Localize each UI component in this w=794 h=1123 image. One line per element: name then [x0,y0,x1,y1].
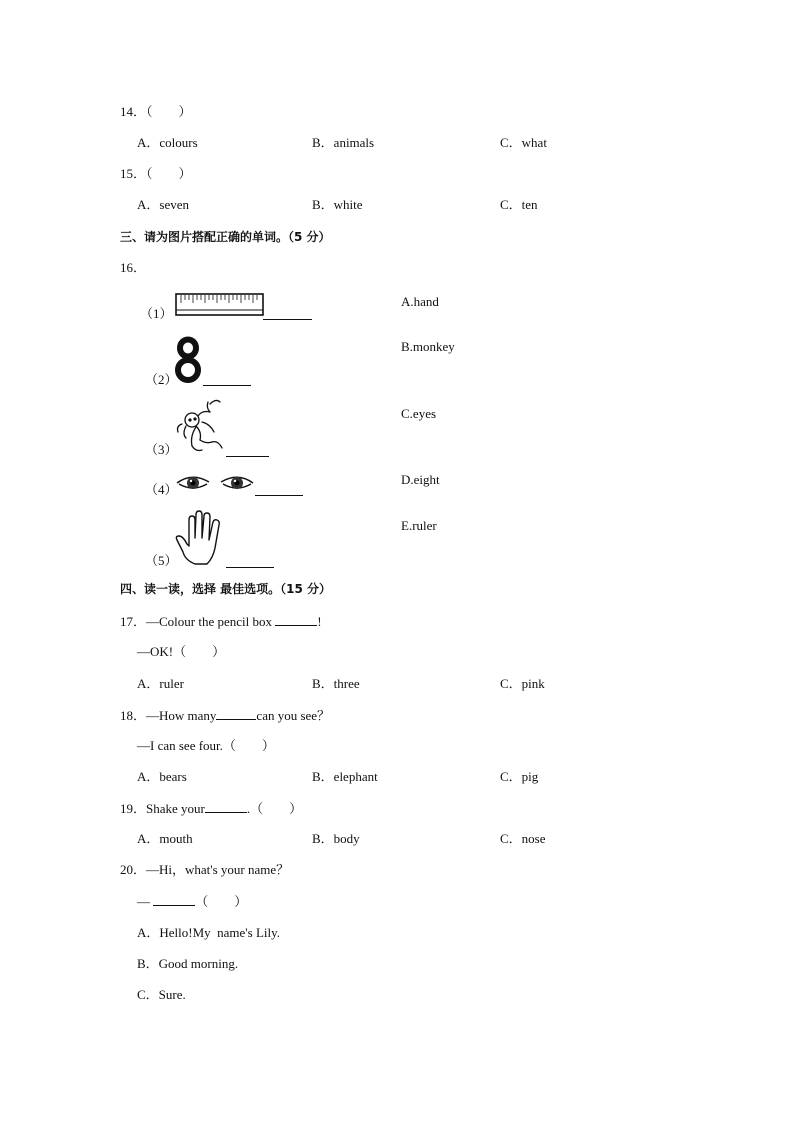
q15-option-a[interactable]: A．seven [137,197,189,212]
q15-option-c[interactable]: C．ten [500,197,538,212]
q16-item4-number: （4） [145,482,178,497]
q18-option-c[interactable]: C．pig [500,769,539,784]
q16-item2-blank[interactable] [203,385,251,386]
q16-item4-blank[interactable] [255,495,303,496]
q19-blank[interactable] [205,800,247,813]
q17-option-a[interactable]: A．ruler [137,676,184,691]
q18-reply: —I can see four.（ ） [137,738,275,753]
q17-reply: —OK!（ ） [137,644,226,659]
q16-item1-number: （1） [140,306,173,321]
q20-blank[interactable] [153,893,195,906]
q19-option-b[interactable]: B．body [312,831,360,846]
q16-item2-number: （2） [145,372,178,387]
q19-option-a[interactable]: A．mouth [137,831,193,846]
q16-item3-blank[interactable] [226,456,269,457]
q15-option-b[interactable]: B．white [312,197,363,212]
eyes-icon [175,470,257,496]
q18-option-b[interactable]: B．elephant [312,769,378,784]
q20-reply: — （ ） [137,894,248,909]
q16-item5-blank[interactable] [226,567,274,568]
q17-stem: 17．—Colour the pencil box ! [120,614,322,629]
q14-option-b[interactable]: B．animals [312,135,375,150]
q16-choice-c: C.eyes [401,406,437,421]
q20-stem: 20．—Hi，what's your name？ [120,862,290,877]
q18-blank[interactable] [216,707,256,720]
q20-option-b[interactable]: B．Good morning. [137,956,239,971]
q18-option-a[interactable]: A．bears [137,769,187,784]
q19-stem: 19．Shake your .（ ） [120,801,303,816]
q17-option-b[interactable]: B．three [312,676,360,691]
ruler-icon [175,292,265,318]
q16-item1-blank[interactable] [263,319,312,320]
q16-item3-number: （3） [145,442,178,457]
q16-choice-a: A.hand [401,294,439,309]
q20-option-c[interactable]: C．Sure. [137,987,186,1002]
q16-choice-d: D.eight [401,472,440,487]
q14-option-a[interactable]: A．colours [137,135,198,150]
q16-choice-b: B.monkey [401,339,455,354]
section3-title: 三、请为图片搭配正确的单词。（5 分） [120,230,331,244]
q18-stem: 18．—How many can you see？ [120,708,331,723]
q17-blank[interactable] [275,613,317,626]
q14-stem: 14．（ ） [120,104,192,119]
number-eight-icon [173,336,203,384]
q19-option-c[interactable]: C．nose [500,831,546,846]
section4-title: 四、读一读，选择 最佳选项。（15 分） [120,582,332,596]
q14-option-c[interactable]: C．what [500,135,547,150]
q16-item5-number: （5） [145,553,178,568]
q17-option-c[interactable]: C．pink [500,676,545,691]
q16-stem: 16． [120,260,147,275]
q20-option-a[interactable]: A．Hello!My name's Lily. [137,925,281,940]
monkey-icon [172,396,226,454]
hand-icon [175,510,229,568]
q16-choice-e: E.ruler [401,518,437,533]
q15-stem: 15．（ ） [120,166,192,181]
